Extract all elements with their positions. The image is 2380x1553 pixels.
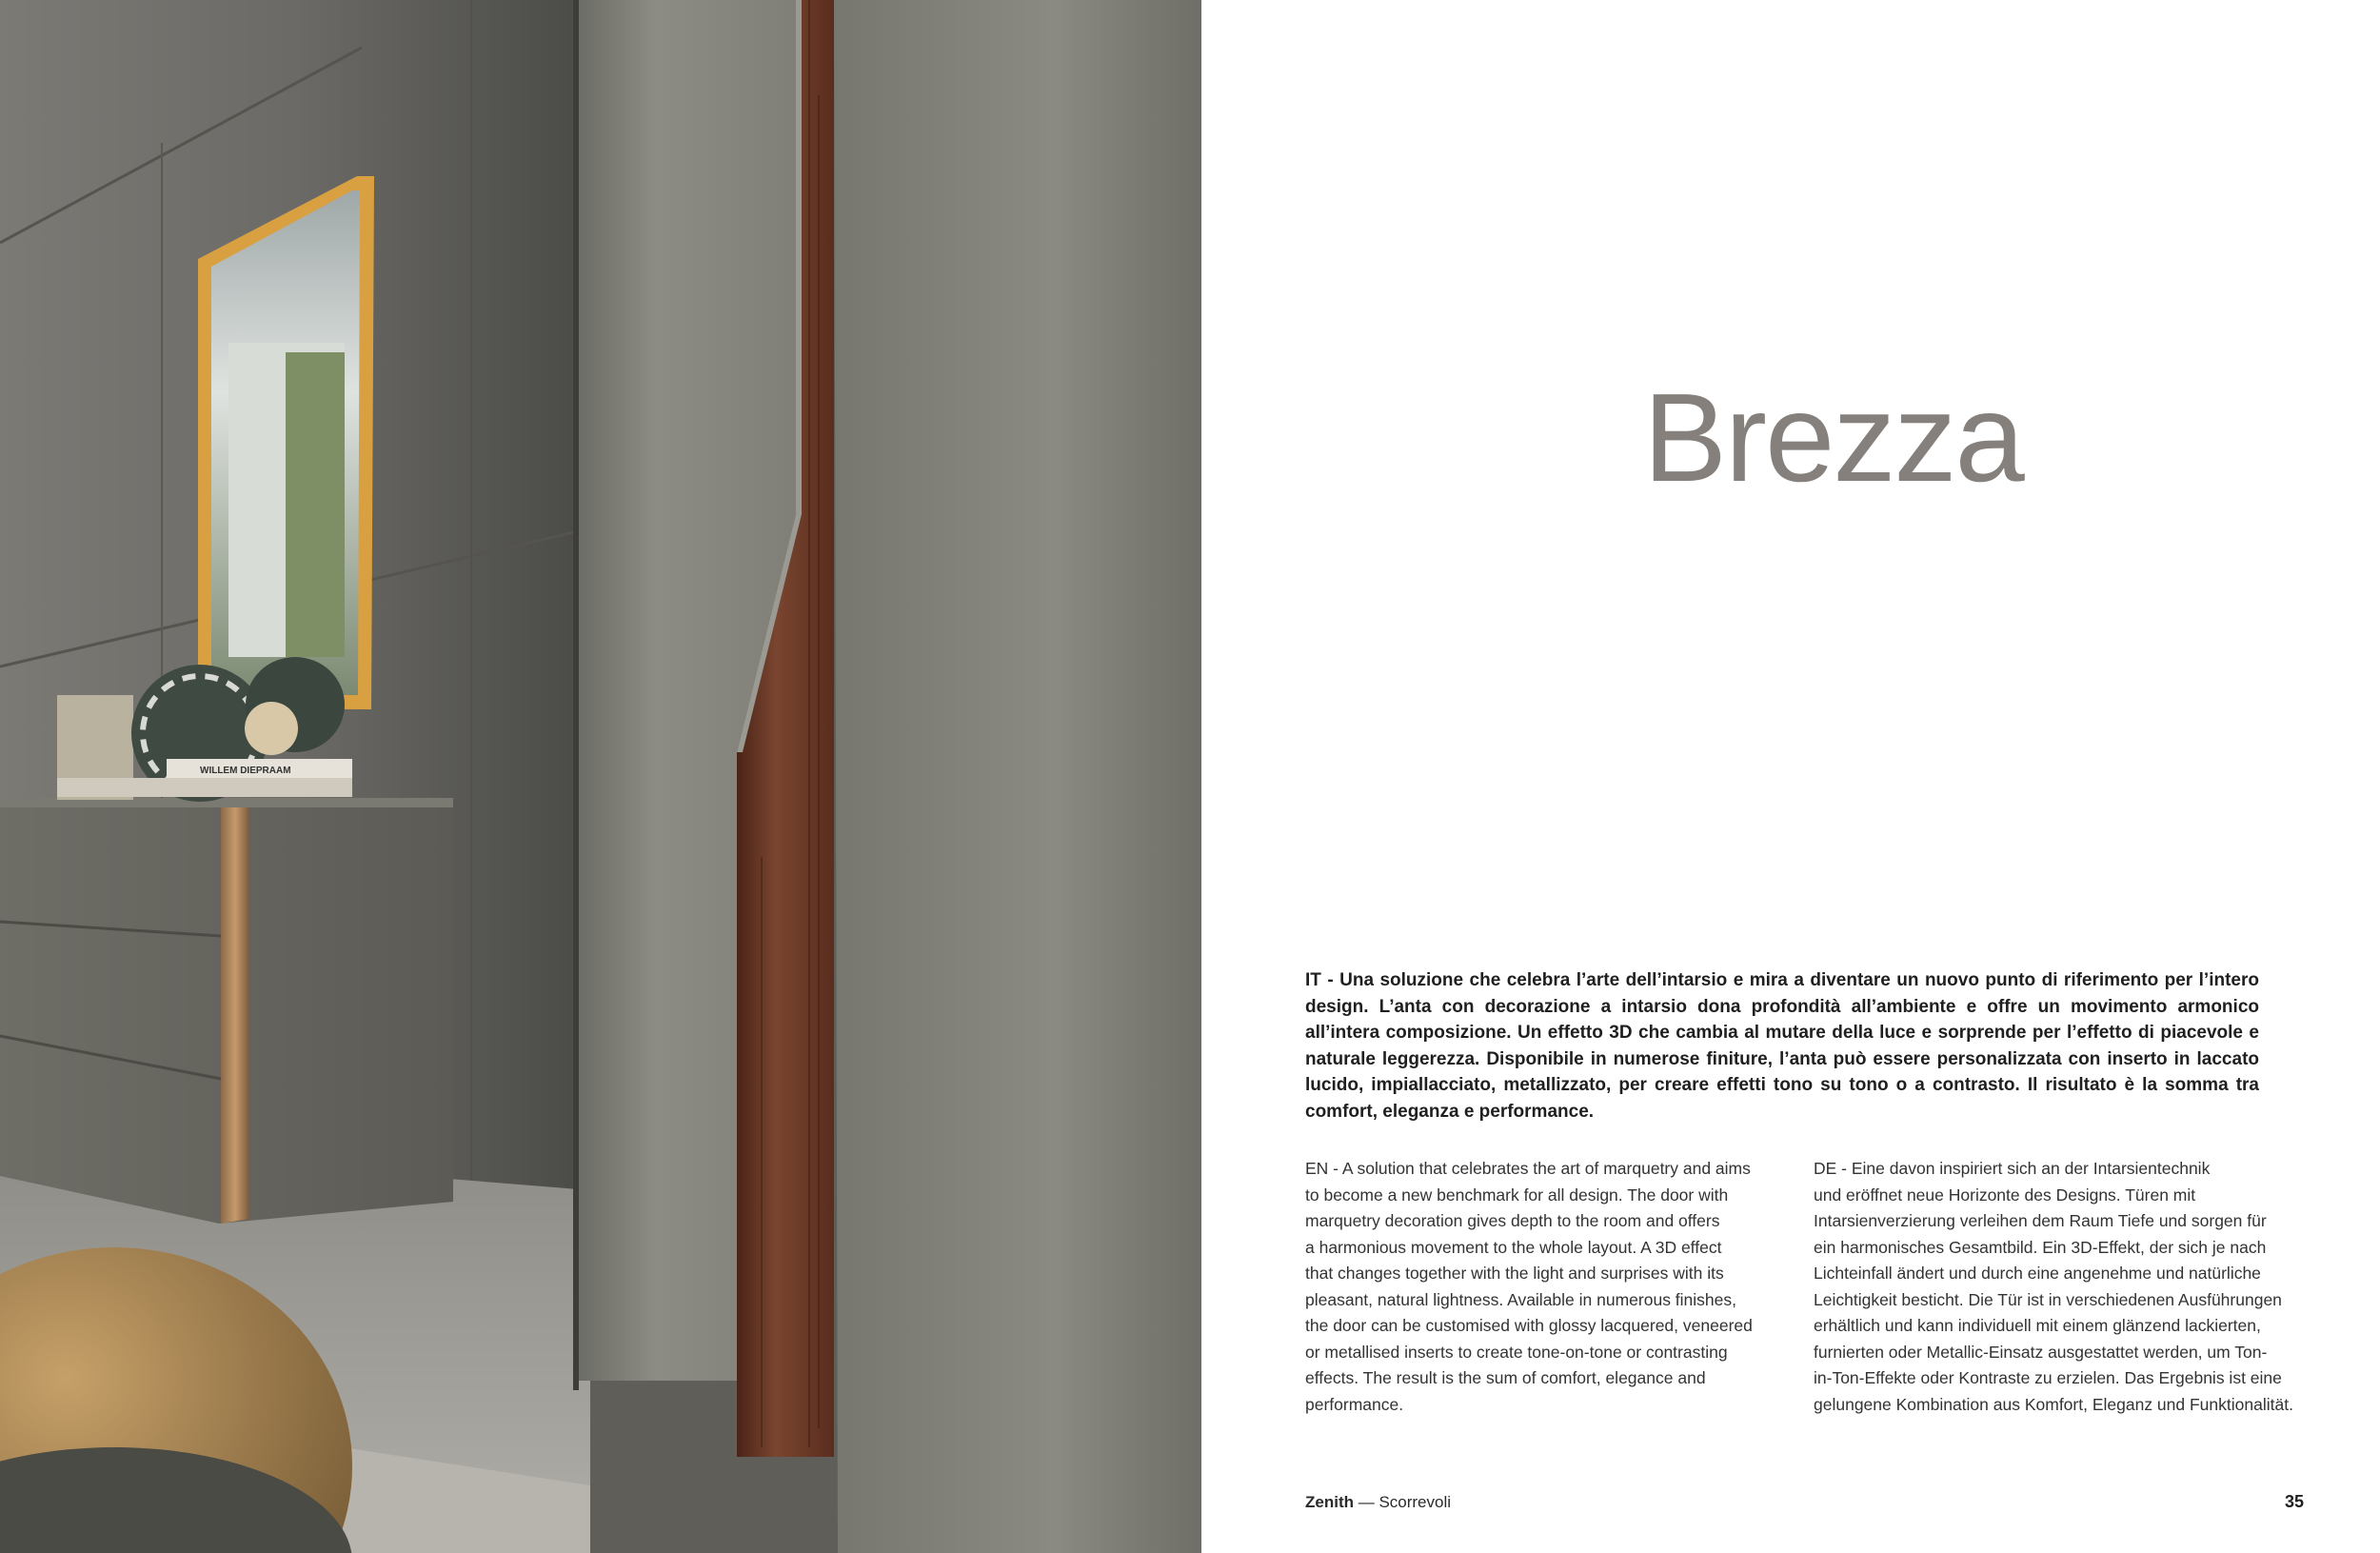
page-title: Brezza [1643, 368, 2023, 508]
text-line: DE - Eine davon inspiriert sich an der Intarsientechnik [1814, 1159, 2211, 1178]
text-line: Intarsienverzierung verleihen dem Raum Tiefe und sorgen für [1814, 1211, 2267, 1230]
text-line: or metallised inserts to create tone-on-tone or contrasting [1305, 1342, 1728, 1362]
text-line: furnierten oder Metallic-Einsatz ausgestattet werden, um Ton- [1814, 1342, 2268, 1362]
mirror-greenery-reflection [286, 352, 345, 657]
footer-section: — Scorrevoli [1354, 1493, 1452, 1511]
text-line: Lichteinfall ändert und durch eine angenehme und natürliche [1814, 1264, 2261, 1283]
text-line: und eröffnet neue Horizonte des Designs. Türen mit [1814, 1185, 2196, 1205]
footer-brand: Zenith [1305, 1493, 1354, 1511]
text-line: performance. [1305, 1394, 1404, 1414]
german-description [1814, 1156, 2299, 1418]
sliding-door-right [834, 0, 1201, 1553]
text-line: pleasant, natural lightness. Available in numerous finishes, [1305, 1289, 1737, 1309]
text-line: ein harmonisches Gesamtbild. Ein 3D-Effekt, der sich je nach [1814, 1237, 2267, 1257]
dresser-copper-edge [221, 805, 249, 1224]
text-line: a harmonious movement to the whole layout. A 3D effect [1305, 1237, 1722, 1257]
text-line: erhältlich und kann individuell mit einem glänzend lackierten, [1814, 1316, 2261, 1335]
english-description [1305, 1156, 1791, 1418]
italian-description: IT - Una soluzione che celebra l’arte dell’intarsio e mira a diventare un nuovo punto di riferimento per l’intero design. L’anta con decorazione a intarsio dona profondità all’ambiente e offre un movimento armonico all’intera composizione. Un effetto 3D che cambia al mutare della luce e sorprende per l’effetto di piacevole e naturale leggerezza. Disponibile in numerose finiture, l’anta può essere personalizzata con inserto in laccato lucido, impiallacciato, metallizzato, per creare effetti tono su tono o a contrasto. Il risultato è la somma tra comfort, eleganza e performance. [1305, 970, 2259, 1122]
text-line: the door can be customised with glossy lacquered, veneered [1305, 1316, 1753, 1335]
book-spine-label: WILLEM DIEPRAAM [200, 766, 291, 776]
decor-sphere [245, 702, 298, 755]
text-line: effects. The result is the sum of comfort, elegance and [1305, 1368, 1706, 1387]
book-flat [57, 778, 352, 797]
text-line: in-Ton-Effekte oder Kontraste zu erzielen. Das Ergebnis ist eine [1814, 1368, 2282, 1387]
footer-section-label [1305, 1493, 1451, 1512]
text-line: gelungene Kombination aus Komfort, Eleganz und Funktionalität. [1814, 1394, 2293, 1414]
text-line: to become a new benchmark for all design. The door with [1305, 1185, 1729, 1205]
page-number: 35 [2284, 1492, 2304, 1511]
door-shadow-edge [573, 0, 579, 1390]
text-line: that changes together with the light and surprises with its [1305, 1264, 1724, 1283]
text-line: EN - A solution that celebrates the art of marquetry and aims [1305, 1159, 1751, 1178]
text-line: Leichtigkeit besticht. Die Tür ist in verschiedenen Ausführungen [1814, 1289, 2282, 1309]
text-line: marquetry decoration gives depth to the room and offers [1305, 1211, 1720, 1230]
